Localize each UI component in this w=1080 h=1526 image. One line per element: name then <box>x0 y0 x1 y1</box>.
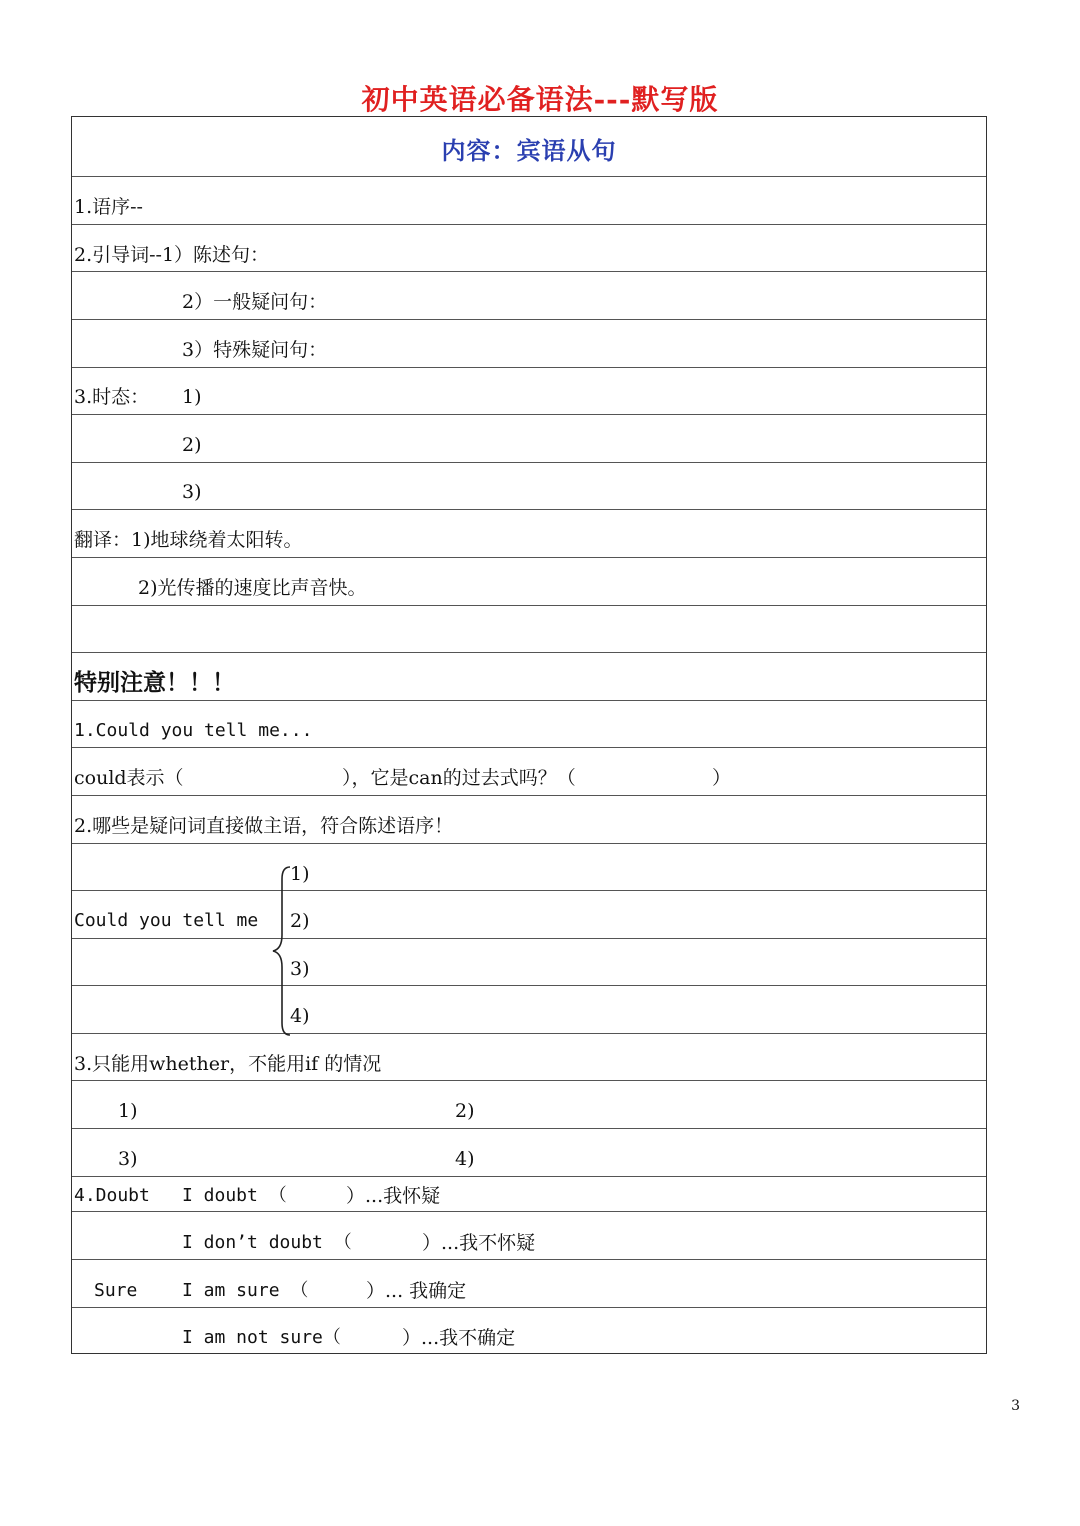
whether-1: 1) <box>118 1100 138 1122</box>
brace-item-4: 4) <box>290 1005 310 1027</box>
row-divider <box>72 557 986 558</box>
tense-1: 1) <box>182 386 202 408</box>
not-sure-phrase: I am not sure（ <box>182 1327 341 1348</box>
doubt-phrase: I doubt （ <box>182 1185 287 1206</box>
tense-3: 3) <box>182 481 202 503</box>
row-divider <box>72 462 986 463</box>
note-whether: 3.只能用whether，不能用if 的情况 <box>74 1053 382 1075</box>
row-divider <box>72 747 986 748</box>
row-divider <box>72 652 986 653</box>
row-divider <box>72 795 986 796</box>
row-divider <box>72 319 986 320</box>
could-you-tell-me: Could you tell me <box>74 910 259 931</box>
special-notice-heading: 特别注意！！！ <box>74 669 235 696</box>
row-divider <box>72 938 986 939</box>
row-divider <box>72 367 986 368</box>
not-sure-meaning: ）...我不确定 <box>402 1327 516 1349</box>
row-divider <box>72 1080 986 1081</box>
translation-1: 翻译：1)地球绕着太阳转。 <box>74 529 303 551</box>
row-divider <box>72 176 986 177</box>
section-subtitle: 内容：宾语从句 <box>441 136 617 165</box>
note-could-meaning-end: ） <box>712 767 732 789</box>
row-divider <box>72 224 986 225</box>
note-could-you-tell: 1.Could you tell me... <box>74 720 313 741</box>
whether-4: 4) <box>455 1148 475 1170</box>
item-general-question: 2）一般疑问句： <box>182 291 328 313</box>
row-divider <box>72 1033 986 1034</box>
row-divider <box>72 1307 986 1308</box>
worksheet-table <box>71 116 987 1354</box>
row-divider <box>72 985 986 986</box>
row-divider <box>72 843 986 844</box>
doubt-label: 4.Doubt <box>74 1185 150 1206</box>
row-divider <box>72 1176 986 1177</box>
item-introducers: 2.引导词--1）陈述句： <box>74 244 270 266</box>
sure-phrase: I am sure （ <box>182 1280 309 1301</box>
doubt-meaning: ）...我怀疑 <box>346 1185 441 1207</box>
note-could-meaning-mid: ），它是can的过去式吗？（ <box>342 767 576 789</box>
note-subject-wh: 2.哪些是疑问词直接做主语，符合陈述语序！ <box>74 815 454 837</box>
row-divider <box>72 700 986 701</box>
row-divider <box>72 509 986 510</box>
row-divider <box>72 1259 986 1260</box>
row-divider <box>72 271 986 272</box>
dont-doubt-meaning: ）...我不怀疑 <box>422 1232 536 1254</box>
row-divider <box>72 890 986 891</box>
row-divider <box>72 1211 986 1212</box>
whether-3: 3) <box>118 1148 138 1170</box>
page-number: 3 <box>1011 1398 1020 1414</box>
item-tense: 3.时态： <box>74 386 150 408</box>
sure-label: Sure <box>94 1280 138 1301</box>
item-special-question: 3）特殊疑问句： <box>182 339 328 361</box>
tense-2: 2) <box>182 434 202 456</box>
brace-item-3: 3) <box>290 958 310 980</box>
row-divider <box>72 605 986 606</box>
whether-2: 2) <box>455 1100 475 1122</box>
brace-item-2: 2) <box>290 910 310 932</box>
brace-item-1: 1) <box>290 863 310 885</box>
dont-doubt-phrase: I don’t doubt （ <box>182 1232 352 1253</box>
row-divider <box>72 1128 986 1129</box>
document-title: 初中英语必备语法---默写版 <box>361 83 719 116</box>
translation-2: 2)光传播的速度比声音快。 <box>138 577 367 599</box>
item-word-order: 1.语序-- <box>74 196 143 218</box>
note-could-meaning-start: could表示（ <box>74 767 184 789</box>
sure-meaning: ）... 我确定 <box>366 1280 467 1302</box>
row-divider <box>72 414 986 415</box>
